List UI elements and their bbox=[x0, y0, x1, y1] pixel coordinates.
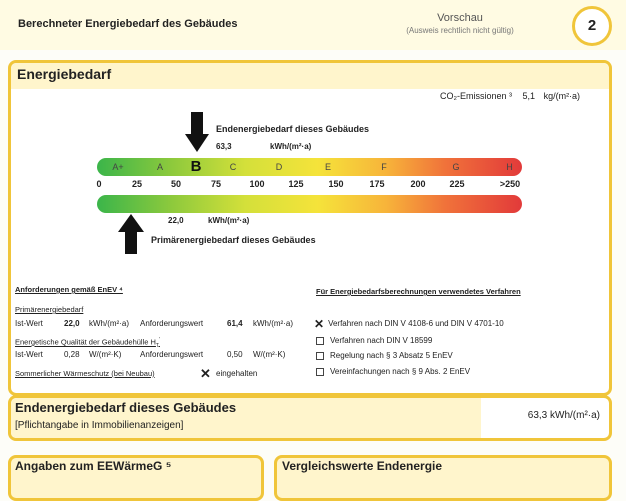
end-energy-unit: kWh/(m²·a) bbox=[270, 142, 312, 151]
end-energy-label: Endenergiebedarf dieses Gebäudes bbox=[216, 124, 370, 134]
final-energy-value: 63,3 kWh/(m²·a) bbox=[527, 410, 600, 421]
anf-label: Anforderungswert bbox=[140, 350, 204, 359]
co2-unit: kg/(m²·a) bbox=[543, 91, 581, 101]
primary-energy-unit: kWh/(m²·a) bbox=[208, 216, 250, 225]
class-label: A+ bbox=[112, 162, 124, 172]
summer-check-icon: ✕ bbox=[200, 366, 211, 381]
co2-emissions bbox=[440, 91, 580, 101]
scale-tick: 75 bbox=[210, 179, 222, 189]
preview-note: (Ausweis rechtlich nicht gültig) bbox=[406, 26, 514, 35]
co2-label: CO₂-Emissionen ³ bbox=[440, 91, 513, 101]
primary-energy-scale bbox=[97, 195, 522, 213]
class-label: G bbox=[452, 162, 460, 172]
quality-ist-value: 0,28 bbox=[64, 350, 80, 359]
energy-class-scale bbox=[97, 158, 522, 176]
page-title: Berechneter Energiebedarf des Gebäudes bbox=[18, 18, 238, 30]
method-label: Regelung nach § 3 Absatz 5 EnEV bbox=[330, 351, 453, 360]
method-item[interactable] bbox=[316, 351, 453, 360]
preview-label: Vorschau bbox=[437, 12, 483, 24]
scale-tick: 0 bbox=[96, 179, 102, 189]
ist-label: Ist-Wert bbox=[15, 319, 43, 328]
end-energy-value: 63,3 bbox=[216, 142, 232, 151]
ist-label: Ist-Wert bbox=[15, 350, 43, 359]
class-label: C bbox=[229, 162, 237, 172]
requirements-heading: Anforderungen gemäß EnEV ⁴ bbox=[15, 285, 123, 294]
primary-ist-row bbox=[15, 319, 293, 328]
primary-energy-arrow-icon bbox=[118, 214, 144, 254]
methods-heading: Für Energiebedarfsberechnungen verwendetes Verfahren bbox=[316, 287, 521, 296]
checkbox-icon[interactable] bbox=[316, 352, 324, 360]
primary-energy-label: Primärenergiebedarf dieses Gebäudes bbox=[151, 235, 316, 245]
method-label: Vereinfachungen nach § 9 Abs. 2 EnEV bbox=[330, 367, 471, 376]
scale-tick: 25 bbox=[131, 179, 143, 189]
scale-tick: 100 bbox=[249, 179, 265, 189]
scale-tick: 225 bbox=[449, 179, 465, 189]
summer-heat-value: eingehalten bbox=[216, 369, 258, 378]
anf-label: Anforderungswert bbox=[140, 319, 204, 328]
scale-tick: 125 bbox=[288, 179, 304, 189]
method-label: Verfahren nach DIN V 18599 bbox=[330, 336, 433, 345]
quality-ist-row bbox=[15, 350, 286, 359]
scale-tick: >250 bbox=[499, 179, 521, 189]
checkbox-icon[interactable] bbox=[316, 368, 324, 376]
class-label: F bbox=[381, 162, 387, 172]
class-label: E bbox=[324, 162, 331, 172]
primary-ist-value: 22,0 bbox=[64, 319, 80, 328]
class-label-highlight: B bbox=[190, 158, 202, 175]
quality-ist-unit: W/(m²·K) bbox=[89, 350, 122, 359]
primary-anf-value: 61,4 bbox=[227, 319, 243, 328]
checked-x-icon: ✕ bbox=[314, 317, 325, 331]
class-label: H bbox=[506, 162, 513, 172]
quality-anf-unit: W/(m²·K) bbox=[253, 350, 286, 359]
energy-demand-title: Energiebedarf bbox=[17, 66, 112, 82]
scale-tick: 50 bbox=[170, 179, 182, 189]
method-item[interactable] bbox=[314, 317, 504, 331]
primary-ist-unit: kWh/(m²·a) bbox=[89, 319, 129, 328]
method-item[interactable] bbox=[316, 336, 432, 345]
page-header bbox=[0, 0, 626, 50]
primary-demand-heading: Primärenergiebedarf bbox=[15, 305, 84, 314]
end-energy-arrow-icon bbox=[185, 112, 209, 152]
quality-anf-value: 0,50 bbox=[227, 350, 243, 359]
class-label: D bbox=[275, 162, 283, 172]
quality-heading: Energetische Qualität der Gebäudehülle $H_T'$ bbox=[15, 337, 160, 349]
final-energy-title: Endenergiebedarf dieses Gebäudes bbox=[15, 400, 237, 415]
checkbox-icon[interactable] bbox=[316, 337, 324, 345]
method-label: Verfahren nach DIN V 4108-6 und DIN V 4701-10 bbox=[328, 319, 504, 329]
scale-tick: 200 bbox=[410, 179, 426, 189]
class-label: A bbox=[156, 162, 163, 172]
summer-heat-label: Sommerlicher Wärmeschutz (bei Neubau) bbox=[15, 369, 155, 378]
method-item[interactable] bbox=[316, 367, 470, 376]
scale-tick: 150 bbox=[328, 179, 344, 189]
scale-tick: 175 bbox=[369, 179, 385, 189]
primary-energy-value: 22,0 bbox=[168, 216, 184, 225]
co2-value: 5,1 bbox=[522, 91, 536, 101]
eewaermeg-title: Angaben zum EEWärmeG ⁵ bbox=[15, 459, 172, 473]
preview-notice bbox=[380, 12, 540, 35]
primary-anf-unit: kWh/(m²·a) bbox=[253, 319, 293, 328]
page-number-badge: 2 bbox=[572, 6, 612, 46]
comparison-title: Vergleichswerte Endenergie bbox=[282, 459, 443, 473]
final-energy-subtitle: [Pflichtangabe in Immobilienanzeigen] bbox=[15, 420, 184, 431]
